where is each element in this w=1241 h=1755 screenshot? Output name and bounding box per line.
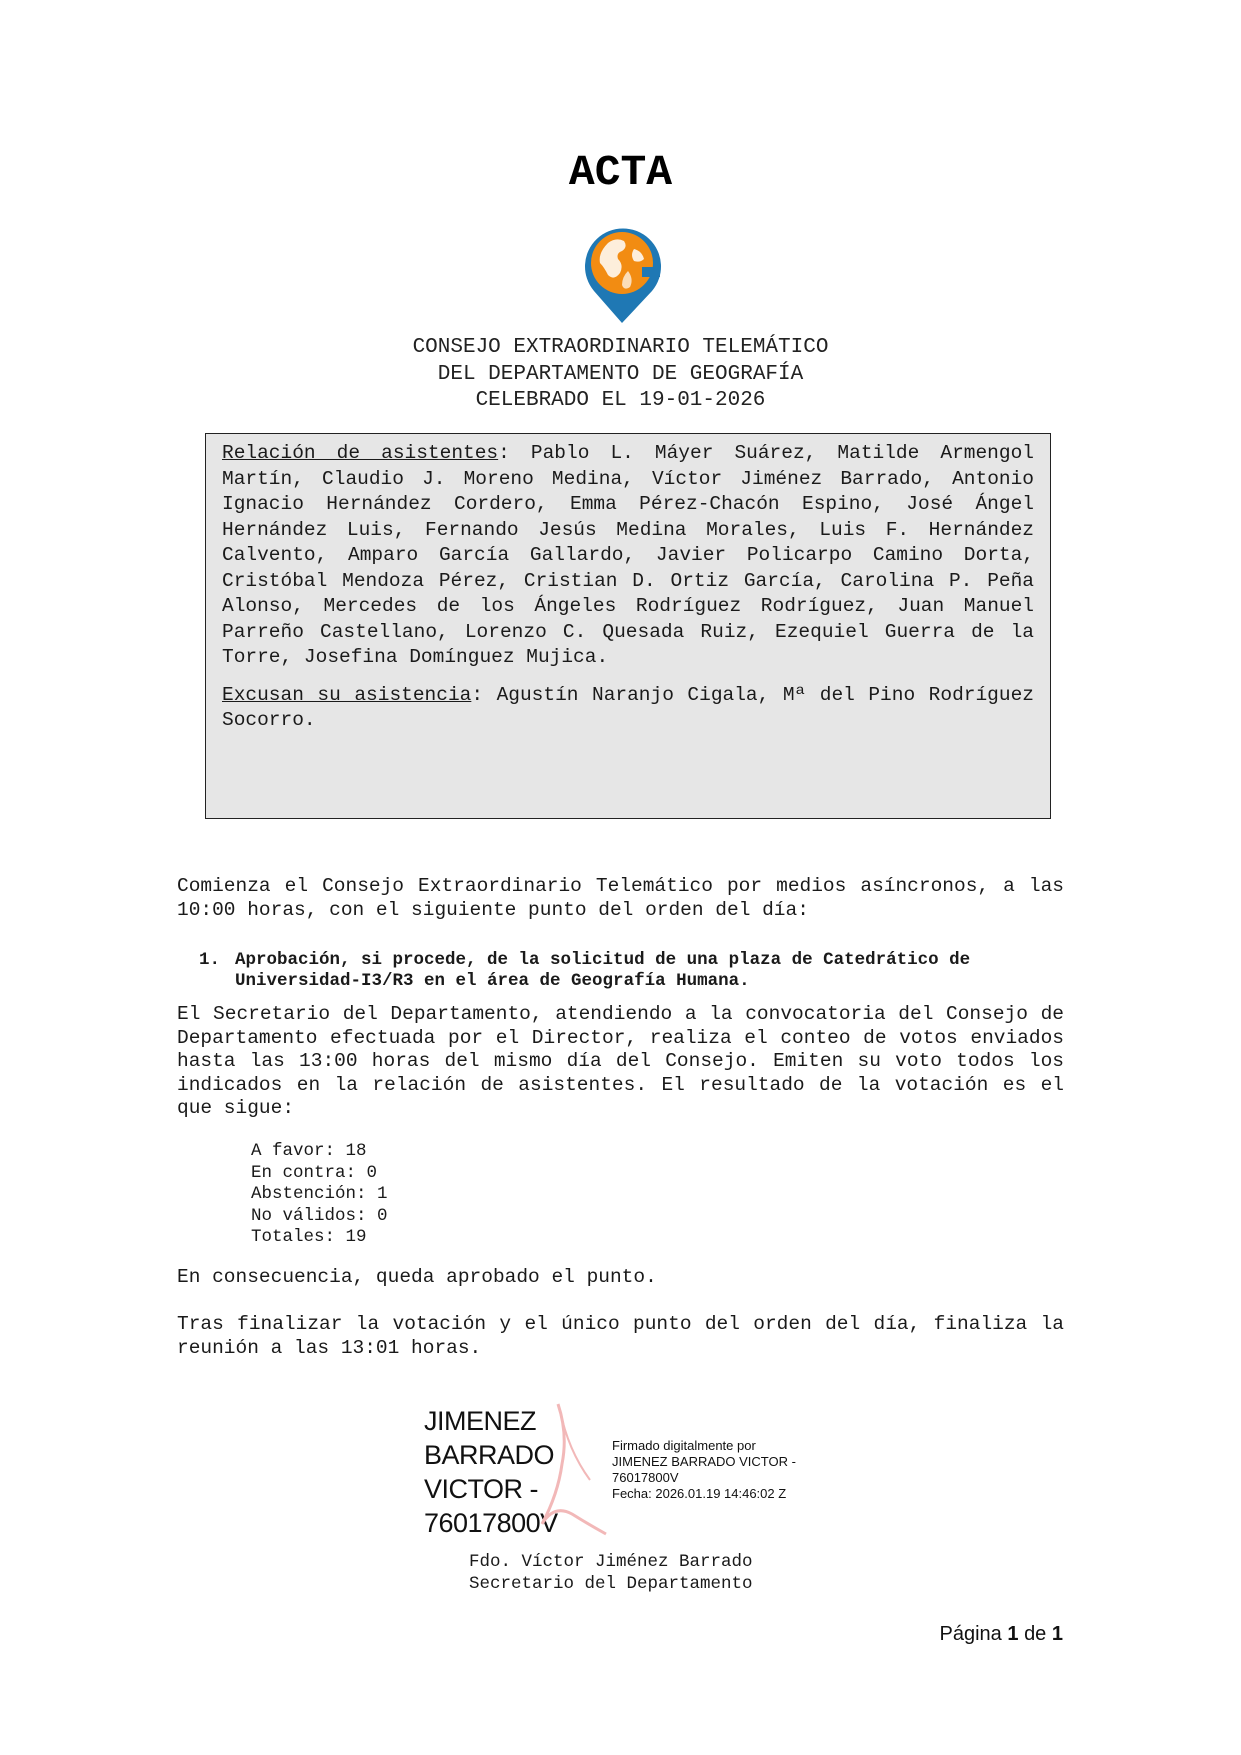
signature-info-line: JIMENEZ BARRADO VICTOR - [612, 1454, 796, 1469]
page-number: 1 [1007, 1623, 1019, 1645]
signer-block [469, 1552, 753, 1595]
intro-paragraph: Comienza el Consejo Extraordinario Telemático por medios asíncronos, a las 10:00 horas, con el siguiente punto del orden del día: [177, 875, 1064, 921]
vote-against: En contra: 0 [251, 1162, 378, 1183]
heading-line-3: CELEBRADO EL 19-01-2026 [475, 389, 766, 412]
geography-logo [578, 219, 666, 325]
signature-info-line: Fecha: 2026.01.19 14:46:02 Z [612, 1486, 787, 1501]
signature-info-line: Firmado digitalmente por [612, 1438, 756, 1453]
vote-results [251, 1141, 388, 1249]
page-footer [940, 1623, 1063, 1646]
page-word: Página [939, 1623, 1002, 1645]
signer-name: Fdo. Víctor Jiménez Barrado [469, 1552, 753, 1572]
signer-role: Secretario del Departamento [469, 1573, 753, 1594]
heading-line-1: CONSEJO EXTRAORDINARIO TELEMÁTICO [412, 336, 829, 359]
heading-line-2: DEL DEPARTAMENTO DE GEOGRAFÍA [437, 362, 804, 386]
vote-abstention: Abstención: 1 [251, 1184, 388, 1204]
secretary-paragraph: El Secretario del Departamento, atendiendo a la convocatoria del Consejo de Departamento efectuada por el Director, realiza el conteo de votos enviados hasta las 13:00 horas del mismo día del Consejo. Emiten su voto todos los indicados en la relación de asistentes. El resultado de la votación es el que sigue: [177, 1003, 1064, 1119]
excused-label: Excusan su asistencia [222, 683, 472, 706]
attendance-box [205, 433, 1051, 819]
document-title: ACTA [568, 148, 673, 197]
signature-name [424, 1404, 558, 1540]
closing-paragraph: Tras finalizar la votación y el único punto del orden del día, finaliza la reunión a las 13:01 horas. [177, 1313, 1064, 1359]
document-heading [0, 335, 1241, 415]
vote-total: Totales: 19 [251, 1227, 367, 1247]
signature-name-line: VICTOR - [424, 1474, 539, 1504]
of-word: de [1024, 1623, 1047, 1645]
signature-info [612, 1438, 796, 1502]
signature-name-line: 76017800V [424, 1508, 558, 1538]
digital-signature-mark-icon [540, 1400, 610, 1550]
attendees-names: : Pablo L. Máyer Suárez, Matilde Armengol Martín, Claudio J. Moreno Medina, Víctor Jiménez Barrado, Antonio Ignacio Hernández Cordero, Emma Pérez-Chacón Espino, José Ángel Hernández Luis, Fernando Jesús Medina Morales, Luis F. Hernández Calvento, Amparo García Gallardo, Javier Policarpo Camino Dorta, Cristóbal Mendoza Pérez, Cristian D. Ortiz García, Carolina P. Peña Alonso, Mercedes de los Ángeles Rodríguez Rodríguez, Juan Manuel Parreño Castellano, Lorenzo C. Quesada Ruiz, Ezequiel Guerra de la Torre, Josefina Domínguez Mujica. [222, 442, 1034, 668]
vote-invalid: No válidos: 0 [251, 1205, 388, 1226]
page-total: 1 [1051, 1623, 1063, 1645]
excused-names: : Agustín Naranjo Cigala, Mª del Pino Rodríguez Socorro. [222, 683, 1034, 731]
agenda-item-text: Aprobación, si procede, de la solicitud de una plaza de Catedrático de Universidad-I3/R3 en el área de Geografía Humana. [235, 950, 971, 991]
signature-name-line: JIMENEZ [424, 1406, 537, 1436]
excused-paragraph [222, 683, 1034, 734]
consequence-paragraph: En consecuencia, queda aprobado el punto. [177, 1266, 657, 1288]
agenda-item-number: 1. [199, 950, 221, 970]
vote-favor: A favor: 18 [251, 1141, 367, 1161]
attendees-paragraph [222, 441, 1034, 671]
signature-info-line: 76017800V [612, 1470, 679, 1485]
signature-name-line: BARRADO [424, 1440, 555, 1470]
attendees-label: Relación de asistentes [222, 442, 499, 464]
